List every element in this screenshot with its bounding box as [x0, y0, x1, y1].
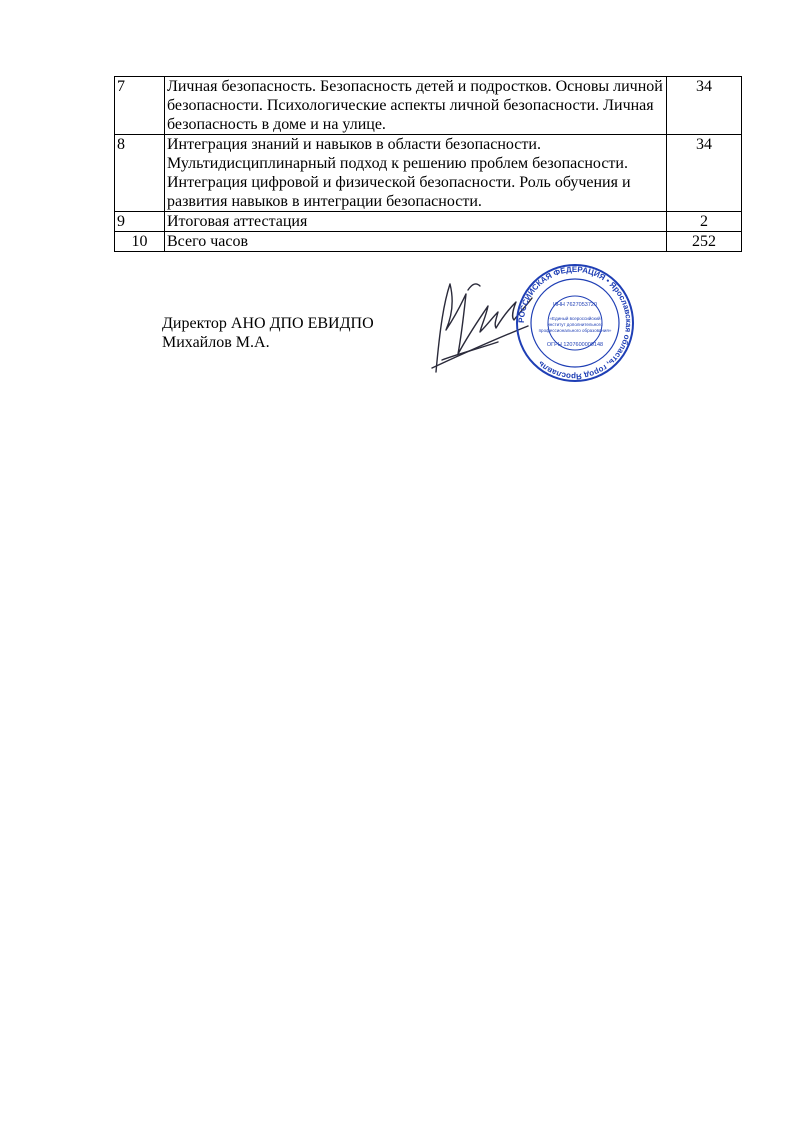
signatory-name: Михайлов М.А.: [162, 334, 270, 351]
row-hours: 2: [667, 212, 742, 232]
signatory-block: [162, 314, 374, 352]
row-number: 10: [115, 232, 165, 252]
row-hours: 34: [667, 77, 742, 135]
seal-org-name: «Единый всероссийский институт дополнительного профессионального образования»: [538, 316, 612, 333]
table-row: [115, 212, 742, 232]
row-topic: Итоговая аттестация: [165, 212, 667, 232]
program-table: [114, 76, 742, 252]
table-row: [115, 77, 742, 135]
svg-text:ИНН 7627053720: ИНН 7627053720: [552, 302, 598, 308]
row-topic: Интеграция знаний и навыков в области безопасности. Мультидисциплинарный подход к решению проблем безопасности. Интеграция цифровой и физической безопасности. Роль обучения и развития навыков в интеграции безопасности.: [165, 135, 667, 212]
svg-text:РОССИЙСКАЯ ФЕДЕРАЦИЯ • Ярослав: РОССИЙСКАЯ ФЕДЕРАЦИЯ • Ярославская область, город Ярославль: [516, 264, 634, 382]
row-hours: 252: [667, 232, 742, 252]
row-topic: Всего часов: [165, 232, 667, 252]
row-number: 9: [115, 212, 165, 232]
table-row: [115, 135, 742, 212]
svg-text:ОГРН 1207600009148: ОГРН 1207600009148: [546, 342, 604, 348]
row-number: 8: [115, 135, 165, 212]
row-number: 7: [115, 77, 165, 135]
table-row: [115, 232, 742, 252]
organization-seal: [514, 262, 636, 384]
signatory-position: Директор АНО ДПО ЕВИДПО: [162, 315, 374, 332]
row-topic: Личная безопасность. Безопасность детей и подростков. Основы личной безопасности. Психологические аспекты личной безопасности. Личная безопасность в доме и на улице.: [165, 77, 667, 135]
row-hours: 34: [667, 135, 742, 212]
